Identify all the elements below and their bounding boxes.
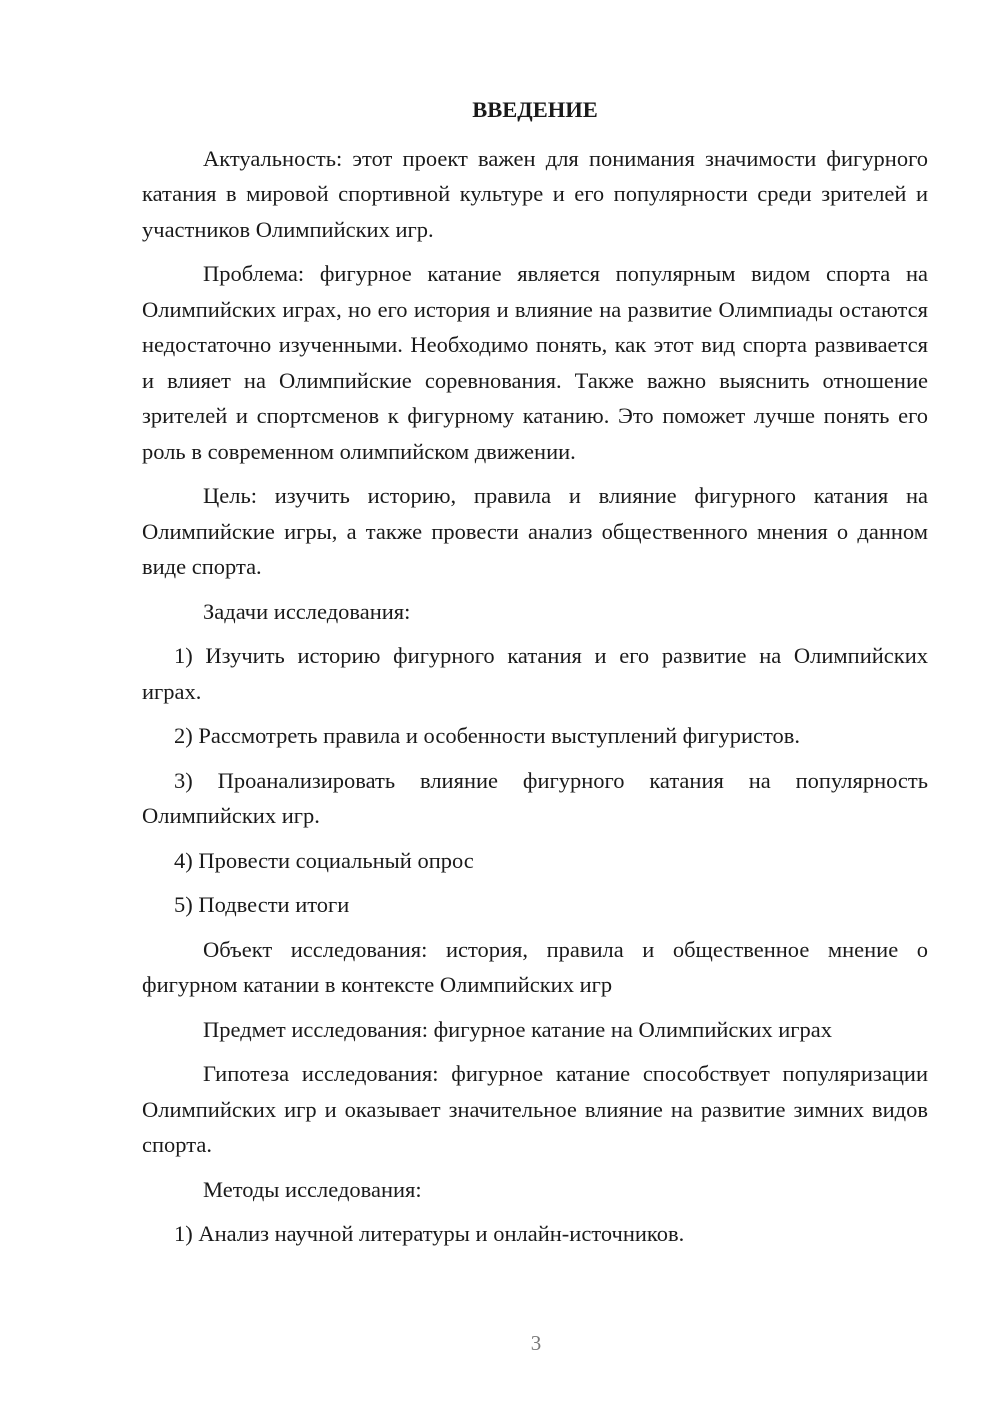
method-item: 1) Анализ научной литературы и онлайн-источников. xyxy=(174,1221,685,1246)
page-number: 3 xyxy=(530,1331,542,1355)
task-item: 5) Подвести итоги xyxy=(174,892,350,917)
paragraph-subject: Предмет исследования: фигурное катание на Олимпийских играх xyxy=(203,1016,833,1042)
paragraph-object: Объект исследования: история, правила и общественное мнение о фигурном катании в контексте Олимпийских игр xyxy=(142,936,928,997)
document-page xyxy=(142,92,928,1261)
task-item: 2) Рассмотреть правила и особенности выступлений фигуристов. xyxy=(174,723,801,748)
task-item: 4) Провести социальный опрос xyxy=(174,847,474,873)
paragraph-hypothesis: Гипотеза исследования: фигурное катание способствует популяризации Олимпийских игр и оказывает значительное влияние на развитие зимних видов спорта. xyxy=(142,1061,928,1157)
paragraph-problem: Проблема: фигурное катание является популярным видом спорта на Олимпийских играх, но его история и влияние на развитие Олимпиады остаются недостаточно изученными. Необходимо понять, как этот вид спорта развивается и влияет на Олимпийские соревнования. Также важно выяснить отношение зрителей и спортсменов к фигурному катанию. Это поможет лучше понять его роль в современном олимпийском движении. xyxy=(142,261,928,464)
task-item: 3) Проанализировать влияние фигурного катания на популярность Олимпийских игр. xyxy=(142,767,928,828)
paragraph-relevance: Актуальность: этот проект важен для понимания значимости фигурного катания в мировой спортивной культуре и его популярности среди зрителей и участников Олимпийских игр. xyxy=(142,145,928,242)
paragraph-goal: Цель: изучить историю, правила и влияние фигурного катания на Олимпийские игры, а также провести анализ общественного мнения о данном виде спорта. xyxy=(142,483,928,579)
page-title: ВВЕДЕНИЕ xyxy=(472,97,598,122)
methods-heading: Методы исследования: xyxy=(203,1176,422,1202)
task-item: 1) Изучить историю фигурного катания и его развитие на Олимпийских играх. xyxy=(142,643,928,704)
tasks-heading: Задачи исследования: xyxy=(203,598,411,624)
